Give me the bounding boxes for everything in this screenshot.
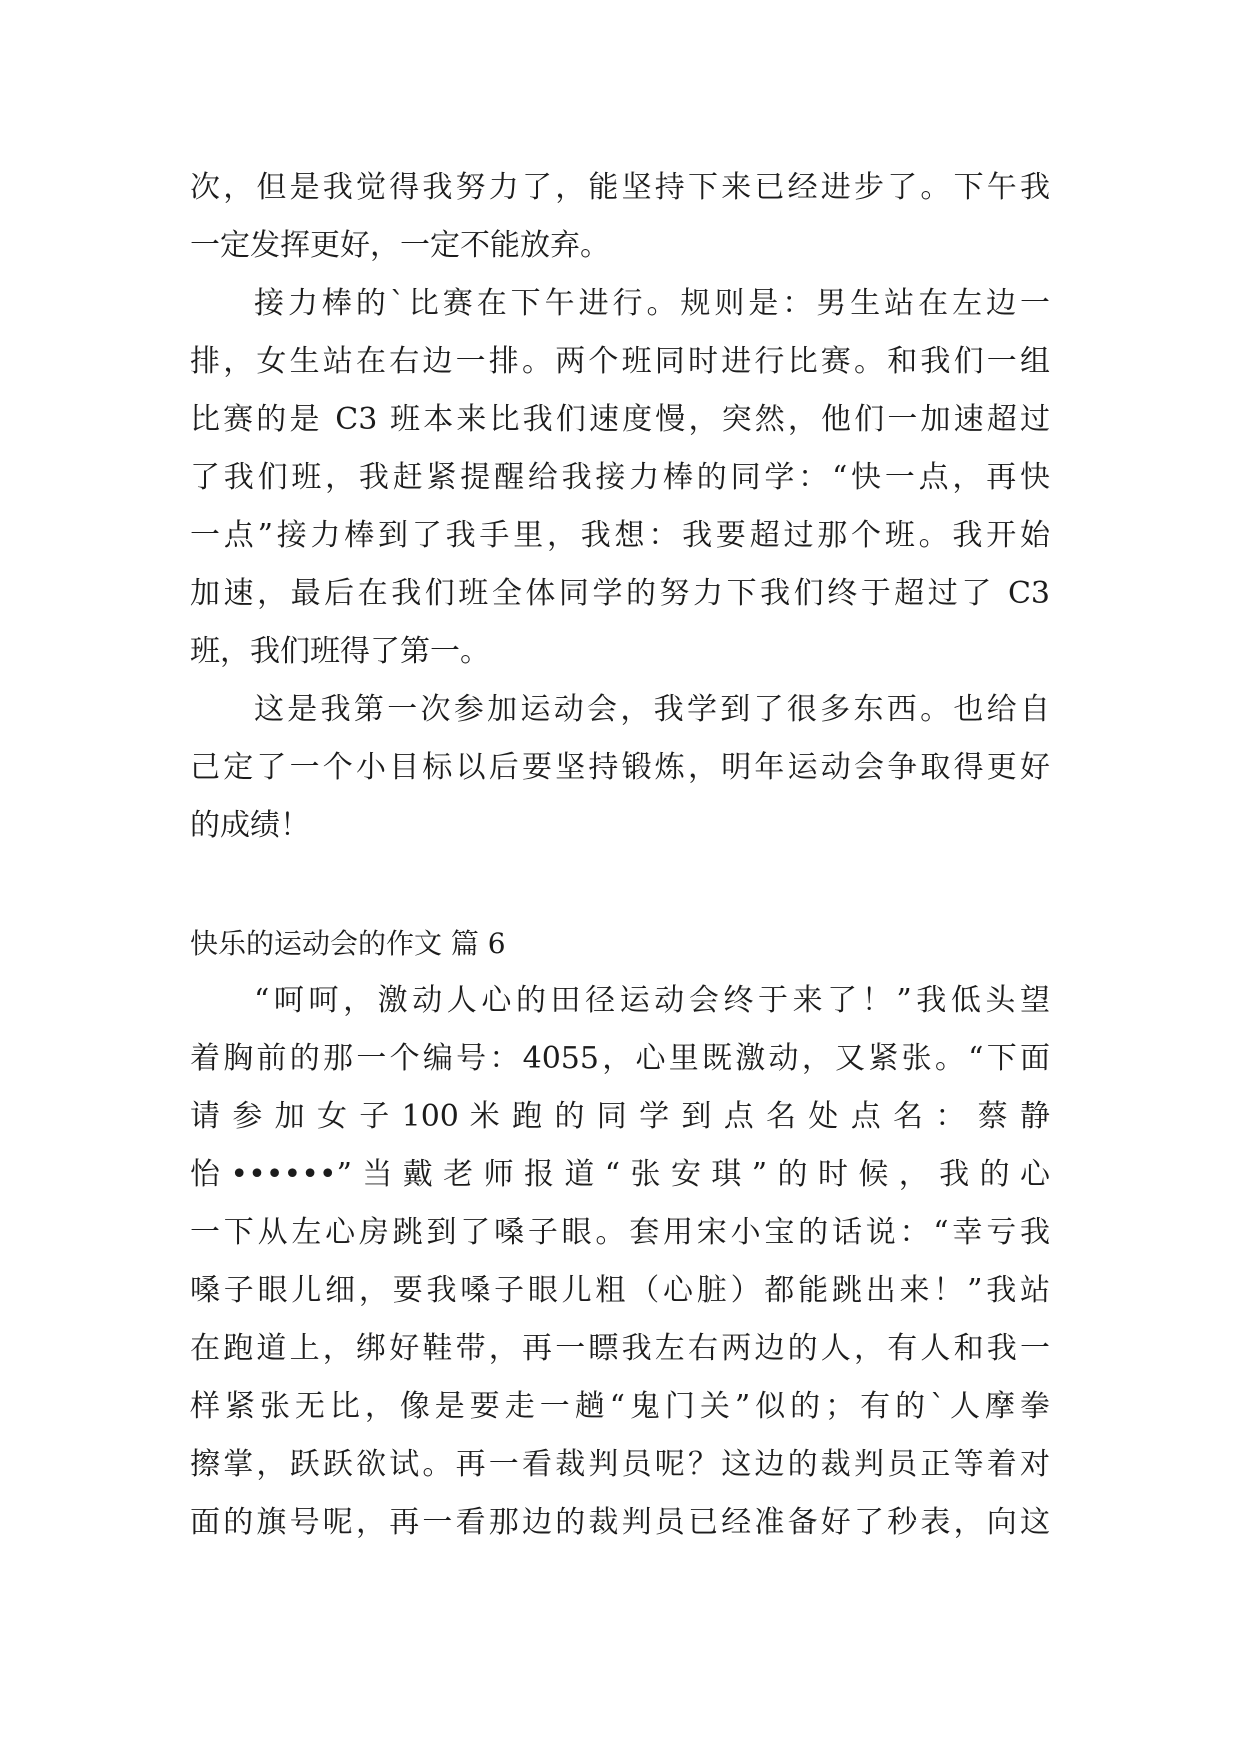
text-line: 一点”接力棒到了我手里，我想：我要超过那个班。我开始: [190, 518, 1050, 553]
text-line: 这是我第一次参加运动会，我学到了很多东西。也给自: [254, 692, 1050, 727]
text-line: 的成绩！: [190, 808, 310, 843]
text-line: 嗓子眼儿细，要我嗓子眼儿粗（心脏）都能跳出来！”我站: [190, 1273, 1050, 1308]
text-line: 样紧张无比，像是要走一趟“鬼门关”似的；有的`人摩拳: [190, 1389, 1050, 1424]
text-line: 比赛的是 C3 班本来比我们速度慢，突然，他们一加速超过: [190, 402, 1050, 437]
text-line: 擦掌，跃跃欲试。再一看裁判员呢？这边的裁判员正等着对: [190, 1447, 1050, 1482]
text-line: 在跑道上，绑好鞋带，再一瞟我左右两边的人，有人和我一: [190, 1331, 1050, 1366]
text-line: 接力棒的`比赛在下午进行。规则是：男生站在左边一: [254, 286, 1050, 321]
text-line: 排，女生站在右边一排。两个班同时进行比赛。和我们一组: [190, 344, 1050, 379]
text-line: 次，但是我觉得我努力了，能坚持下来已经进步了。下午我: [190, 170, 1050, 205]
text-line: 着胸前的那一个编号：4055，心里既激动，又紧张。“下面: [190, 1041, 1050, 1076]
text-line: 了我们班，我赶紧提醒给我接力棒的同学：“快一点，再快: [190, 460, 1050, 495]
text-line: 一定发挥更好，一定不能放弃。: [190, 228, 610, 263]
text-line: “呵呵，激动人心的田径运动会终于来了！”我低头望: [254, 983, 1050, 1018]
text-line: 一下从左心房跳到了嗓子眼。套用宋小宝的话说：“幸亏我: [190, 1215, 1050, 1250]
text-line: 己定了一个小目标以后要坚持锻炼，明年运动会争取得更好: [190, 750, 1050, 785]
section-heading: 快乐的运动会的作文 篇 6: [190, 927, 506, 960]
text-line: 请 参 加 女 子 100 米 跑 的 同 学 到 点 名 处 点 名 ： 蔡 静: [190, 1099, 1050, 1134]
text-line: 怡••••••”当戴老师报道“张安琪”的时候，我的心: [190, 1157, 1050, 1192]
text-line: 面的旗号呢，再一看那边的裁判员已经准备好了秒表，向这: [190, 1505, 1050, 1540]
text-line: 加速，最后在我们班全体同学的努力下我们终于超过了 C3: [190, 576, 1050, 611]
text-line: 班，我们班得了第一。: [190, 634, 490, 669]
